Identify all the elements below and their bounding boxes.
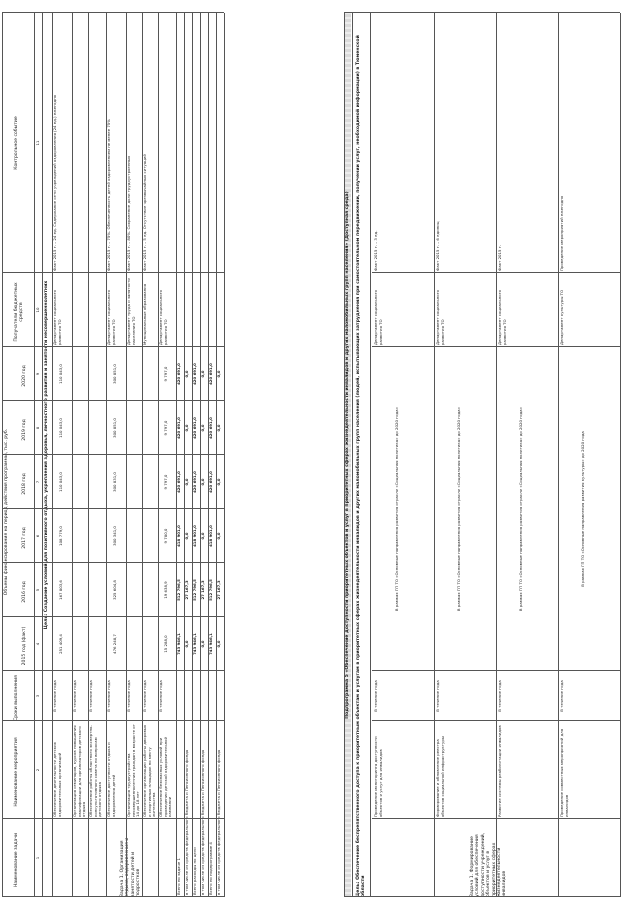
column-number: 11 [35,140,40,146]
header-funding: Объемы финансирования на период действия программы, тыс. руб. [4,428,9,596]
total-value: 0,0 [200,478,205,486]
total-label: Всего расходы по цели [192,847,197,895]
header-2016: 2016 год [22,581,27,603]
grid-v-line [2,346,224,347]
row-value: 9 797,0 [163,420,168,436]
total-value: 27 167,3 [200,580,205,600]
column-number: 7 [35,480,40,484]
total-value: 418 901,0 [208,525,213,547]
row2-recipient: Департамент социального развития ТО [373,289,383,345]
total-value: 512 796,5 [208,579,213,601]
row2-note: В рамках ГП ТО «Основные направления развития культуры» до 2020 года [580,431,585,587]
row-event: Обеспечение деятельности детских оздоровительных организаций [52,742,62,817]
column-number: 4 [35,642,40,646]
total-value: 418 901,0 [176,525,181,547]
total-value: 0,0 [200,370,205,378]
row-recipient: Департамент социального развития ТО [158,289,168,345]
grid-h-line [344,13,345,897]
total-label: в том числе из средств федерального бюджета и Пенсионного фонда [200,749,205,895]
grid-h-line [88,13,89,897]
grid-v-line [344,896,372,897]
grid-h-line [142,13,143,897]
total-value: 0,0 [184,370,189,378]
grid-h-line [34,13,35,897]
goal-1: Цель: Создание условий для позитивного отдыха, укрепления здоровья, личностного развития и занятости несовершеннолетних [44,280,49,630]
row-value: 15 288,0 [163,635,168,653]
grid-h-line [106,13,107,897]
total-value: 420 691,0 [192,417,197,439]
row-term: В течение года [126,680,131,712]
grid-v-line [372,12,620,13]
row-value: 110 043,0 [58,472,63,492]
total-value: 0,0 [216,532,221,540]
total-label: в том числе из средств федерального бюджета и Пенсионного фонда [184,749,189,895]
row-control: Факт 2015 г. – 5 ед. Отсутствие чрезвычайных ситуаций [142,154,147,271]
grid-h-line [42,13,43,897]
total-value: 418 901,0 [192,525,197,547]
total-value: 512 796,5 [192,579,197,601]
total-value: 0,0 [216,478,221,486]
grid-h-line [184,13,185,897]
row-value: 108 779,0 [58,526,63,546]
task-2: Задача 1. Формирование условий для обеспечения доступности учреждений, объектов и услуг в приоритетных сферах жизнедеятельности инвалидов [470,832,508,897]
row-value: 19 638,9 [163,581,168,599]
grid-v-line [2,616,224,617]
row2-term: В течение года [435,680,440,712]
column-number: 2 [35,768,40,772]
grid-h-line [72,13,73,897]
column-number: 10 [35,307,40,313]
grid-v-line [2,272,224,273]
row-event: Обеспечение работы областного экспертно-консультативного совета по вопросам детского отдыха [88,725,103,817]
grid-h-line [352,13,353,897]
row-event: Обеспечение организации работы дворовых и спортивных площадок по месту жительства [142,724,157,817]
row-control: Факт 2015 г. – 75%. Обеспеченность детей оздоровлением не менее 75% [106,119,111,271]
column-number: 8 [35,426,40,430]
row-value: 9 797,0 [163,366,168,382]
grid-v-line [344,12,372,13]
grid-h-line [208,13,209,897]
row2-note: В рамках ГП ТО «Основные направления развития отрасли «Социальная политика» до 2020 года» [456,406,461,612]
total-value: 27 167,3 [216,580,221,600]
row-term: В течение года [106,680,111,712]
grid-h-line [620,13,621,897]
grid-h-line [200,13,201,897]
row2-recipient: Департамент культуры ТО [559,289,564,345]
row-recipient: Департамент труда и занятости населения ТО [126,278,136,345]
grid-v-line [2,562,224,563]
total-value: 420 691,0 [176,363,181,385]
row2-term: В течение года [373,680,378,712]
total-value: 0,0 [216,424,221,432]
total-value: 420 691,0 [208,471,213,493]
total-value: 0,0 [200,532,205,540]
row2-event: Развитие системы реабилитации инвалидов [497,725,502,817]
total-value: 0,0 [200,424,205,432]
grid-v-line [372,272,620,273]
grid-h-line [558,13,559,897]
total-label: Всего по задаче 1 [176,858,181,895]
row-value: 300 341,0 [112,526,117,546]
row2-control: Проведение мероприятий ежегодно [559,195,564,271]
header-2019: 2019 год [22,419,27,441]
grid-h-line [158,13,159,897]
grid-v-line [2,508,224,509]
header-2018: 2018 год [22,473,27,495]
column-number: 9 [35,372,40,376]
row-event: Организация трудоустройства несовершеннолетних граждан в возрасте от 14 до 18 лет [126,724,141,817]
grid-v-line [2,670,224,671]
total-value: 512 796,5 [176,579,181,601]
total-value: 420 691,0 [176,471,181,493]
grid-v-line [2,896,224,897]
header-2017: 2017 год [22,527,27,549]
header-control: Контрольное событие [14,116,19,170]
total-value: 743 946,1 [192,633,197,655]
column-number: 3 [35,694,40,698]
task-1: Задача 1. Организация отдыха, оздоровления и занятости детей и подростков [120,837,142,897]
total-value: 420 691,0 [208,417,213,439]
total-label: Всего по подпрограмме 4 [208,842,213,895]
header-task: Наименование задачи [14,832,19,888]
total-value: 0,0 [200,640,205,648]
row2-control: Факт 2015 г. [497,244,502,271]
grid-h-line [370,13,371,897]
row-value: 110 043,0 [58,364,63,384]
grid-h-line [52,13,53,897]
row-term: В течение года [72,680,77,712]
column-number: 5 [35,588,40,592]
header-2015: 2015 год (факт) [22,626,27,666]
row2-control: Факт 2015 г. – 3 ед. [373,230,378,271]
row-term: В течение года [52,680,57,712]
column-number: 1 [35,856,40,860]
row-term: В течение года [142,680,147,712]
total-value: 0,0 [216,370,221,378]
row-event: Обеспечение безопасных условий при проведении детской оздоровительной кампании [158,736,173,817]
total-value: 0,0 [184,532,189,540]
total-value: 420 691,0 [208,363,213,385]
total-value: 0,0 [184,424,189,432]
header-recipients: Получатели бюджетных средств [14,282,25,342]
total-value: 420 691,0 [176,417,181,439]
row-value: 251 409,4 [58,634,63,654]
row-value: 110 043,0 [58,418,63,438]
grid-h-line [126,13,127,897]
row2-term: В течение года [497,680,502,712]
grid-v-line [2,454,224,455]
row2-event: Проведение мониторинга доступности объектов и услуг для инвалидов [373,736,383,817]
row-value: 9 797,0 [163,474,168,490]
row2-note: В рамках ГП ТО «Основные направления развития отрасли «Социальная политика» до 2020 года» [394,406,399,612]
grid-v-line [2,12,224,13]
row-event: Организация семинаров, курсов повышения квалификации для организаторов детского отдыха [72,725,87,817]
row-recipient: Департамент социального развития ТО [52,289,62,345]
row-value: 325 604,8 [112,580,117,600]
row-value: 167 803,6 [58,580,63,600]
total-label: в том числе из средств федерального бюджета и Пенсионного фонда [216,749,221,895]
row2-recipient: Департамент социального развития ТО [497,289,507,345]
header-event: Наименование мероприятия [14,737,19,807]
grid-v-line [372,346,620,347]
total-value: 420 691,0 [192,471,197,493]
grid-h-line [192,13,193,897]
total-value: 27 167,3 [184,580,189,600]
grid-h-line [434,13,435,897]
grid-h-line [2,13,3,897]
grid-v-line [2,720,224,721]
grid-h-line [224,13,225,897]
header-terms: Сроки выполнения [14,675,19,721]
row2-event: Проведение совместных мероприятий для инвалидов [559,728,569,817]
row-value: 300 831,0 [112,472,117,492]
row-value: 476 248,7 [112,634,117,654]
row-event: Обеспечение доступности отдыха и оздоровления детей [106,742,116,817]
row2-term: В течение года [559,680,564,712]
row2-control: Факт 2015 г. – 6 единиц [435,221,440,271]
grid-h-line [496,13,497,897]
grid-v-line [372,670,620,671]
grid-h-line [216,13,217,897]
row-value: 9 780,0 [163,528,168,544]
row-value: 300 851,0 [112,418,117,438]
grid-v-line [2,400,224,401]
total-value: 420 691,0 [192,363,197,385]
row-control: Факт 2015 г. – 24 ед. Содержание сети учреждений оздоровления (24 ед.) ежегодно [52,94,57,271]
total-value: 0,0 [184,478,189,486]
row-control: Факт 2015 г. – 80%. Сохранение доли трудоустроенных [126,155,131,271]
total-value: 0,0 [216,640,221,648]
total-value: 743 946,1 [176,633,181,655]
row-recipient: Муниципальные образования [142,283,147,345]
goal-2: Цель: Обеспечение беспрепятственного доступа к приоритетным объектам и услугам в приоритетных сферах жизнедеятельности инвалидов и других маломобильных групп населения (людей, испытывающих затруднения при самостоятельном передвижении, получении услуг, необходимой информации) в Тюменской области [356,35,367,897]
row2-recipient: Департамент социального развития ТО [435,289,445,345]
total-value: 0,0 [184,640,189,648]
row-value: 300 851,0 [112,364,117,384]
grid-v-line [372,896,620,897]
grid-v-line [372,720,620,721]
row2-note: В рамках ГП ТО «Основные направления развития отрасли «Социальная политика» до 2020 года» [518,406,523,612]
grid-v-line [372,818,620,819]
row-term: В течение года [158,680,163,712]
row-recipient: Департамент социального развития ТО [106,289,116,345]
total-value: 743 946,1 [208,633,213,655]
subprogram-5: Подпрограмма 5 «Обеспечение доступности приоритетных объектов и услуг в приоритетных сферах жизнедеятельности инвалидов и других маломобильных групп населения» (Доступная среда) [345,191,350,719]
row2-event: Формирование и обновление реестра объектов социальной инфраструктуры [435,736,445,817]
grid-v-line [2,818,224,819]
column-number: 6 [35,534,40,538]
grid-h-line [176,13,177,897]
row-term: В течение года [88,680,93,712]
header-2020: 2020 год [22,365,27,387]
